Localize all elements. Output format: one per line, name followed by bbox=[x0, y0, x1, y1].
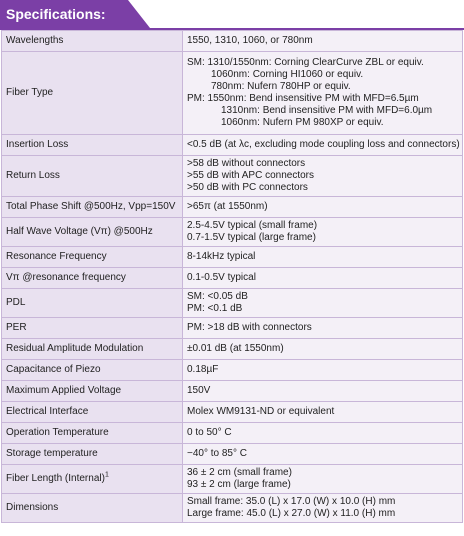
spec-label: Operation Temperature bbox=[2, 423, 183, 444]
spec-value bbox=[183, 318, 463, 339]
value-line: Small frame: 35.0 (L) x 17.0 (W) x 10.0 (H) mm bbox=[187, 496, 396, 507]
spec-value bbox=[183, 247, 463, 268]
row-per bbox=[2, 318, 463, 339]
value-line: SM: <0.05 dB bbox=[187, 291, 248, 302]
value-line: 2.5-4.5V typical (small frame) bbox=[187, 220, 318, 231]
spec-label: Resonance Frequency bbox=[2, 247, 183, 268]
spec-value bbox=[183, 339, 463, 360]
value-line: ±0.01 dB (at 1550nm) bbox=[187, 343, 284, 354]
value-line: <0.5 dB (at λc, excluding mode coupling loss and connectors) bbox=[187, 139, 460, 150]
row-wavelengths bbox=[2, 31, 463, 52]
spec-label: Capacitance of Piezo bbox=[2, 360, 183, 381]
row-fiber-length bbox=[2, 465, 463, 494]
footnote-marker: 1 bbox=[104, 471, 109, 479]
spec-label: PDL bbox=[2, 289, 183, 318]
value-line: 1310nm: Bend insensitive PM with MFD=6.0µm bbox=[221, 105, 433, 116]
value-line: 8-14kHz typical bbox=[187, 251, 256, 262]
row-resonance-frequency bbox=[2, 247, 463, 268]
row-fiber-type bbox=[2, 52, 463, 135]
value-line: 780nm: Nufern 780HP or equiv. bbox=[211, 81, 351, 92]
spec-value bbox=[183, 494, 463, 523]
spec-label: Wavelengths bbox=[2, 31, 183, 52]
value-line: >58 dB without connectors bbox=[187, 158, 306, 169]
value-line: 1060nm: Nufern PM 980XP or equiv. bbox=[221, 117, 384, 128]
row-capacitance bbox=[2, 360, 463, 381]
value-line: 0.18µF bbox=[187, 364, 219, 375]
row-vpi-resonance bbox=[2, 268, 463, 289]
spec-label: Total Phase Shift @500Hz, Vpp=150V bbox=[2, 197, 183, 218]
spec-value bbox=[183, 52, 463, 135]
row-dimensions bbox=[2, 494, 463, 523]
row-return-loss bbox=[2, 156, 463, 197]
spec-value bbox=[183, 360, 463, 381]
spec-value bbox=[183, 381, 463, 402]
spec-value bbox=[183, 135, 463, 156]
spec-label: Vπ @resonance frequency bbox=[2, 268, 183, 289]
spec-value bbox=[183, 156, 463, 197]
spec-value bbox=[183, 423, 463, 444]
spec-label-text: Fiber Length (Internal) bbox=[6, 473, 105, 484]
row-operation-temperature bbox=[2, 423, 463, 444]
value-line: 0.7-1.5V typical (large frame) bbox=[187, 232, 316, 243]
value-line: Large frame: 45.0 (L) x 27.0 (W) x 11.0 (H) mm bbox=[187, 508, 396, 519]
value-line: >55 dB with APC connectors bbox=[187, 170, 315, 181]
row-storage-temperature bbox=[2, 444, 463, 465]
value-line: PM: 1550nm: Bend insensitive PM with MFD=6.5µm bbox=[187, 93, 419, 104]
value-line: >65π (at 1550nm) bbox=[187, 201, 268, 212]
value-line: Molex WM9131-ND or equivalent bbox=[187, 406, 335, 417]
spec-label: Insertion Loss bbox=[2, 135, 183, 156]
value-line: 0.1-0.5V typical bbox=[187, 272, 256, 283]
specifications-table bbox=[1, 30, 463, 523]
value-line: SM: 1310/1550nm: Corning ClearCurve ZBL or equiv. bbox=[187, 57, 424, 68]
spec-value bbox=[183, 444, 463, 465]
spec-label: PER bbox=[2, 318, 183, 339]
spec-value bbox=[183, 402, 463, 423]
value-line: 93 ± 2 cm (large frame) bbox=[187, 479, 291, 490]
spec-label: Maximum Applied Voltage bbox=[2, 381, 183, 402]
row-half-wave-voltage bbox=[2, 218, 463, 247]
spec-value bbox=[183, 268, 463, 289]
spec-value bbox=[183, 197, 463, 218]
row-insertion-loss bbox=[2, 135, 463, 156]
row-max-voltage bbox=[2, 381, 463, 402]
spec-label bbox=[2, 465, 183, 494]
row-pdl bbox=[2, 289, 463, 318]
value-line: 150V bbox=[187, 385, 211, 396]
spec-label: Fiber Type bbox=[2, 52, 183, 135]
spec-value bbox=[183, 31, 463, 52]
value-line: 1550, 1310, 1060, or 780nm bbox=[187, 35, 313, 46]
value-line: PM: >18 dB with connectors bbox=[187, 322, 312, 333]
row-electrical-interface bbox=[2, 402, 463, 423]
spec-label: Residual Amplitude Modulation bbox=[2, 339, 183, 360]
value-line: 0 to 50° C bbox=[187, 427, 232, 438]
spec-value bbox=[183, 289, 463, 318]
spec-value bbox=[183, 218, 463, 247]
spec-label: Storage temperature bbox=[2, 444, 183, 465]
value-line: 36 ± 2 cm (small frame) bbox=[187, 467, 292, 478]
spec-label: Dimensions bbox=[2, 494, 183, 523]
spec-label: Half Wave Voltage (Vπ) @500Hz bbox=[2, 218, 183, 247]
spec-label: Electrical Interface bbox=[2, 402, 183, 423]
row-residual-amplitude-modulation bbox=[2, 339, 463, 360]
row-total-phase-shift bbox=[2, 197, 463, 218]
spec-value bbox=[183, 465, 463, 494]
value-line: 1060nm: Corning HI1060 or equiv. bbox=[211, 69, 364, 80]
value-line: PM: <0.1 dB bbox=[187, 303, 243, 314]
section-title: Specifications: bbox=[6, 6, 106, 22]
value-line: −40° to 85° C bbox=[187, 448, 247, 459]
value-line: >50 dB with PC connectors bbox=[187, 182, 308, 193]
spec-label: Return Loss bbox=[2, 156, 183, 197]
